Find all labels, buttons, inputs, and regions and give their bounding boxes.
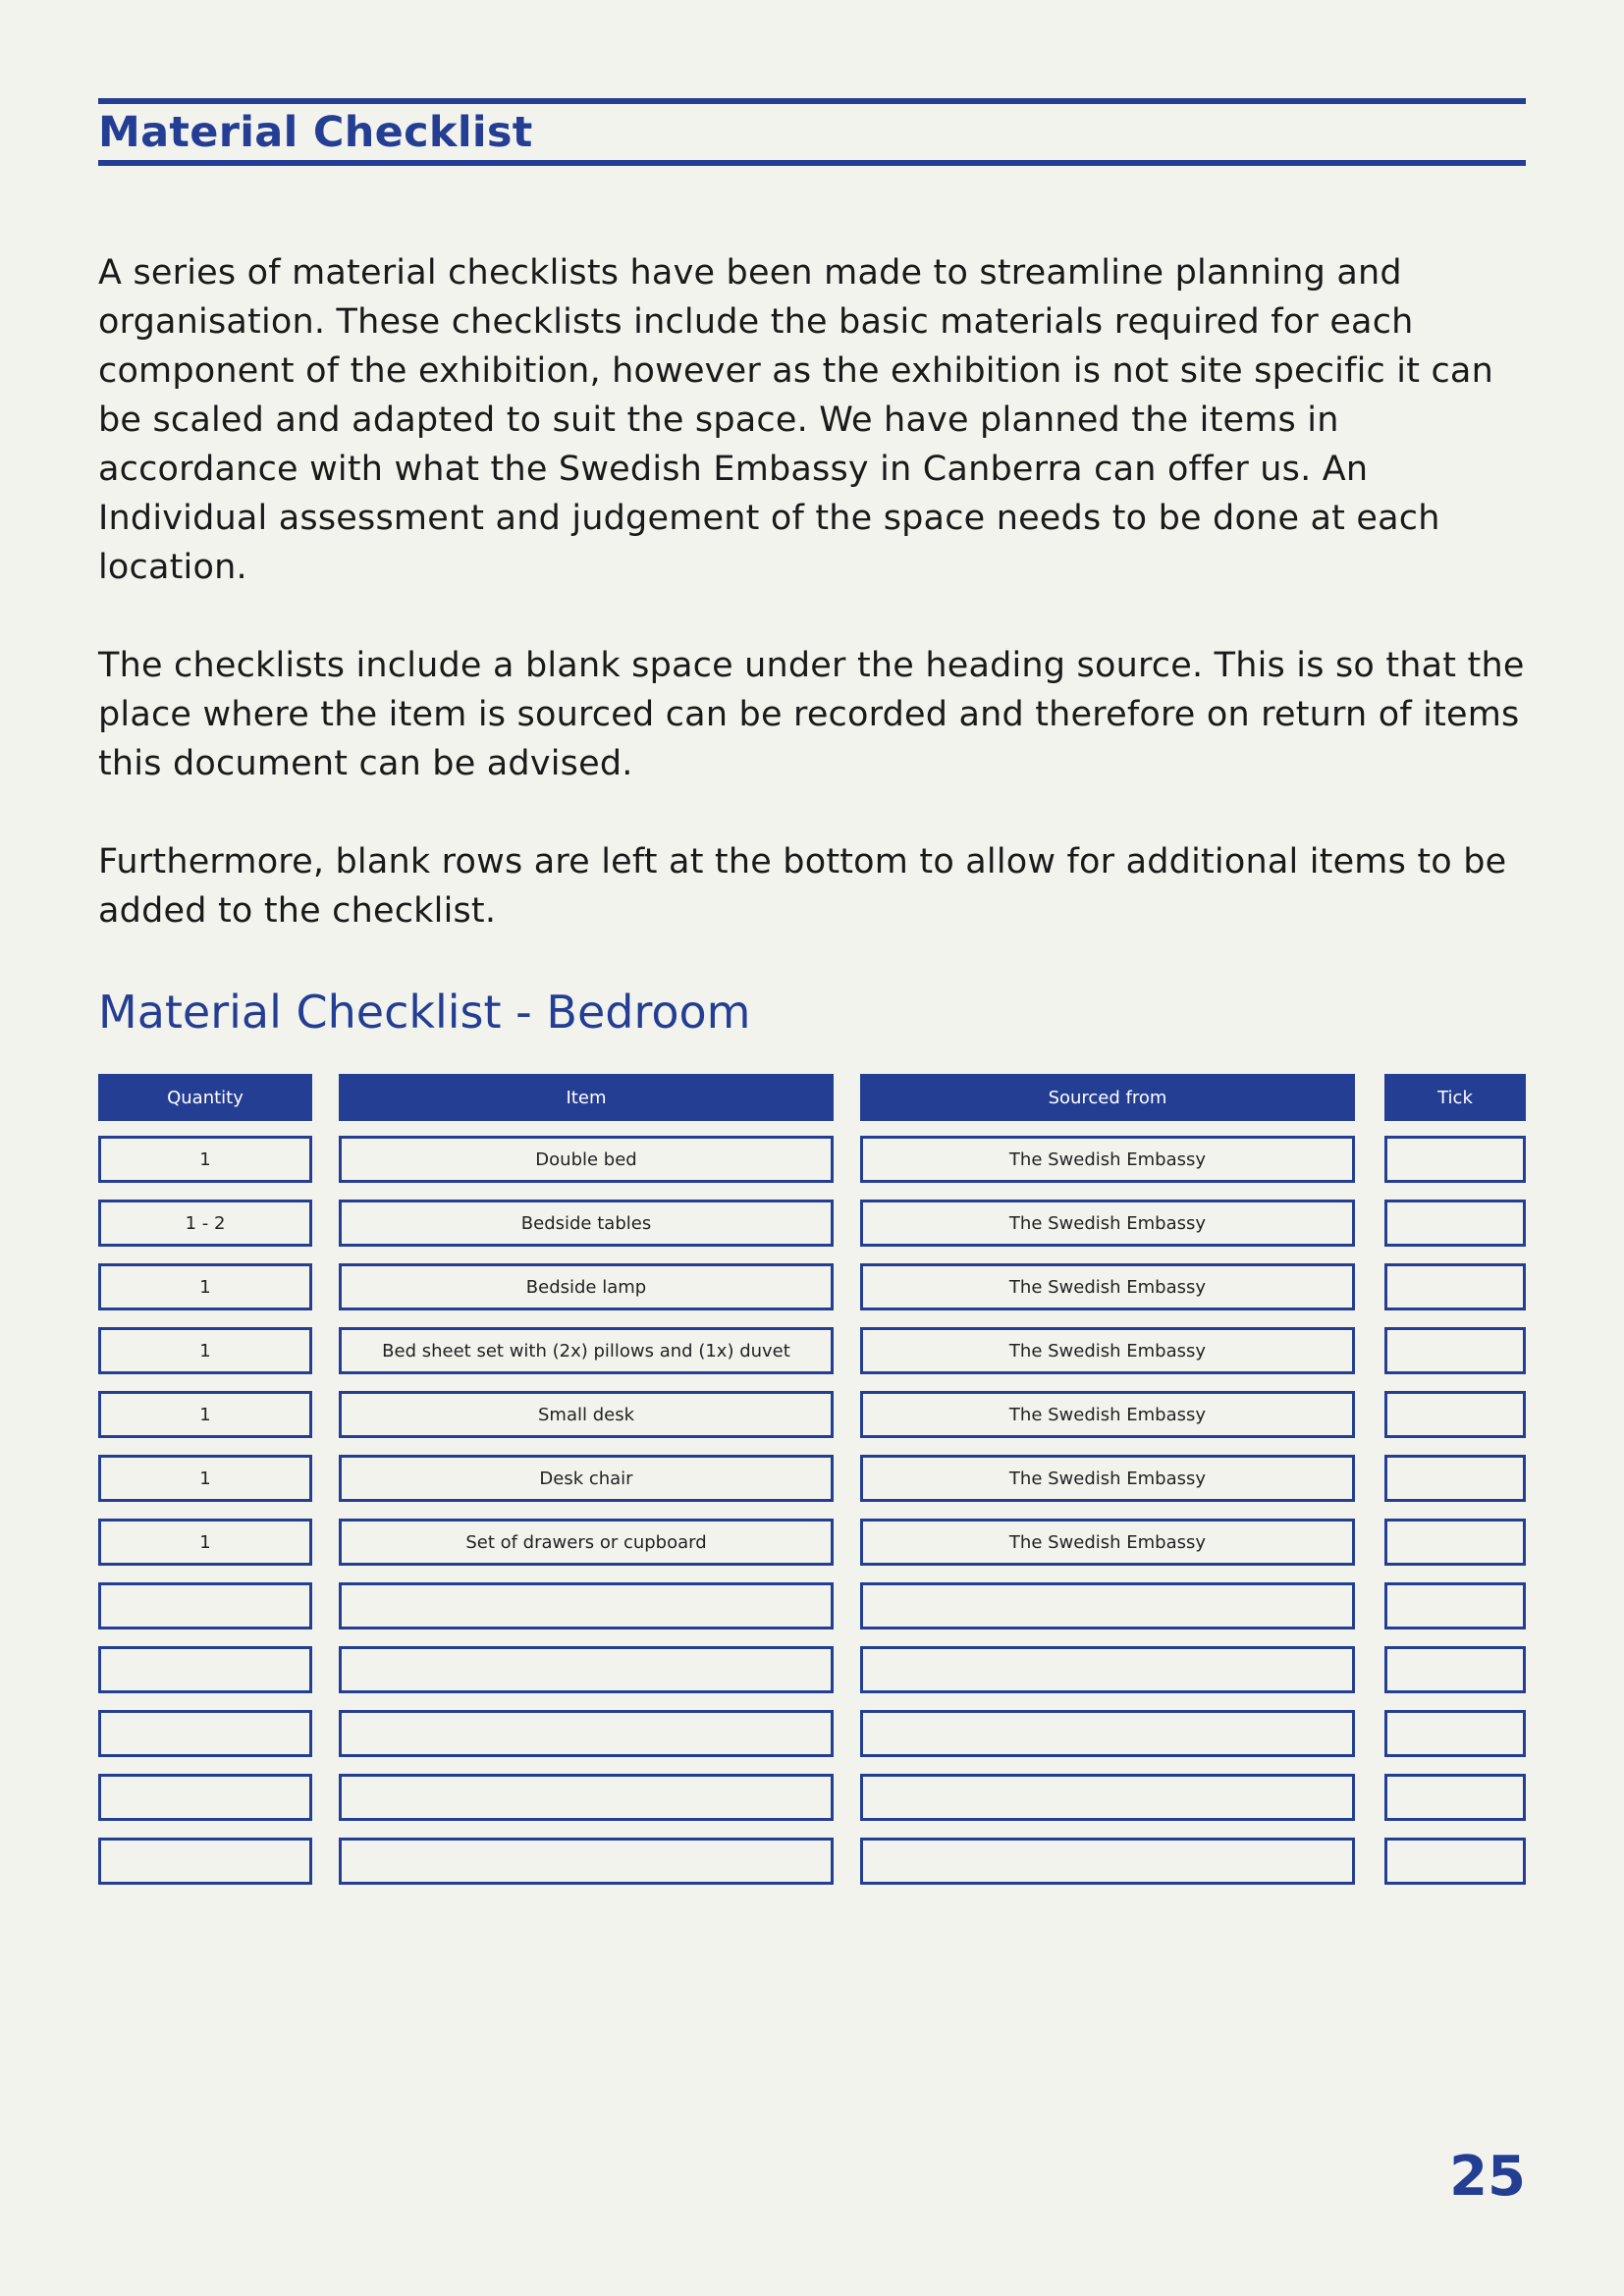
intro-paragraph: A series of material checklists have been made to streamline planning and organisation. These checklists include the basic materials required for each component of the exhibition, however as the exhibition is not site specific it can be scaled and adapted to suit the space. We have planned the items in accordance with what the Swedish Embassy in Canberra can offer us. An Individual assessment and judgement of the space needs to be done at each location.: [98, 253, 1493, 587]
table-row: [98, 1391, 1526, 1438]
tick-cell: [1384, 1646, 1526, 1693]
sourced-from-cell: The Swedish Embassy: [860, 1200, 1355, 1247]
title-underline-rule: [98, 160, 1526, 166]
page-number: 25: [1449, 2145, 1526, 2209]
quantity-cell: [98, 1646, 312, 1693]
table-row: [98, 1774, 1526, 1821]
sourced-from-cell: The Swedish Embassy: [860, 1391, 1355, 1438]
sourced-from-cell: The Swedish Embassy: [860, 1327, 1355, 1374]
item-cell: [339, 1582, 834, 1629]
item-cell: Double bed: [339, 1136, 834, 1183]
quantity-cell: 1 - 2: [98, 1200, 312, 1247]
tick-cell: [1384, 1519, 1526, 1566]
column-header-sourced-from: Sourced from: [860, 1074, 1355, 1121]
section-title: Material Checklist: [98, 108, 533, 157]
item-cell: [339, 1774, 834, 1821]
tick-cell: [1384, 1200, 1526, 1247]
table-row: [98, 1582, 1526, 1629]
tick-cell: [1384, 1327, 1526, 1374]
column-header-quantity: Quantity: [98, 1074, 312, 1121]
quantity-cell: 1: [98, 1136, 312, 1183]
sourced-from-cell: The Swedish Embassy: [860, 1455, 1355, 1502]
tick-cell: [1384, 1136, 1526, 1183]
table-row: [98, 1200, 1526, 1247]
item-cell: Bed sheet set with (2x) pillows and (1x) duvet: [339, 1327, 834, 1374]
column-header-tick: Tick: [1384, 1074, 1526, 1121]
sourced-from-cell: [860, 1646, 1355, 1693]
table-body: [98, 1136, 1526, 1885]
item-cell: [339, 1710, 834, 1757]
quantity-cell: [98, 1710, 312, 1757]
table-row: [98, 1710, 1526, 1757]
column-header-item: Item: [339, 1074, 834, 1121]
table-row: [98, 1327, 1526, 1374]
table-row: [98, 1263, 1526, 1310]
item-cell: Small desk: [339, 1391, 834, 1438]
table-row: [98, 1646, 1526, 1693]
sourced-from-cell: [860, 1838, 1355, 1885]
sourced-from-cell: [860, 1774, 1355, 1821]
blank-rows-paragraph: Furthermore, blank rows are left at the bottom to allow for additional items to be added to the checklist.: [98, 842, 1507, 931]
table-header-row: [98, 1074, 1526, 1121]
quantity-cell: [98, 1774, 312, 1821]
item-cell: Set of drawers or cupboard: [339, 1519, 834, 1566]
table-row: [98, 1838, 1526, 1885]
quantity-cell: 1: [98, 1263, 312, 1310]
tick-cell: [1384, 1263, 1526, 1310]
tick-cell: [1384, 1455, 1526, 1502]
sourced-from-cell: The Swedish Embassy: [860, 1263, 1355, 1310]
tick-cell: [1384, 1391, 1526, 1438]
quantity-cell: 1: [98, 1327, 312, 1374]
tick-cell: [1384, 1774, 1526, 1821]
sourced-from-cell: [860, 1582, 1355, 1629]
quantity-cell: 1: [98, 1455, 312, 1502]
sourced-from-cell: The Swedish Embassy: [860, 1136, 1355, 1183]
item-cell: Bedside lamp: [339, 1263, 834, 1310]
table-row: [98, 1519, 1526, 1566]
bedroom-checklist-table: [98, 1074, 1526, 1901]
sourced-from-cell: [860, 1710, 1355, 1757]
source-column-paragraph: The checklists include a blank space under the heading source. This is so that the place where the item is sourced can be recorded and therefore on return of items this document can be advised.: [98, 646, 1525, 783]
quantity-cell: 1: [98, 1519, 312, 1566]
quantity-cell: 1: [98, 1391, 312, 1438]
item-cell: [339, 1646, 834, 1693]
checklist-title: Material Checklist - Bedroom: [98, 986, 751, 1039]
tick-cell: [1384, 1582, 1526, 1629]
item-cell: Bedside tables: [339, 1200, 834, 1247]
sourced-from-cell: The Swedish Embassy: [860, 1519, 1355, 1566]
quantity-cell: [98, 1838, 312, 1885]
quantity-cell: [98, 1582, 312, 1629]
tick-cell: [1384, 1710, 1526, 1757]
item-cell: Desk chair: [339, 1455, 834, 1502]
table-row: [98, 1136, 1526, 1183]
tick-cell: [1384, 1838, 1526, 1885]
item-cell: [339, 1838, 834, 1885]
table-row: [98, 1455, 1526, 1502]
